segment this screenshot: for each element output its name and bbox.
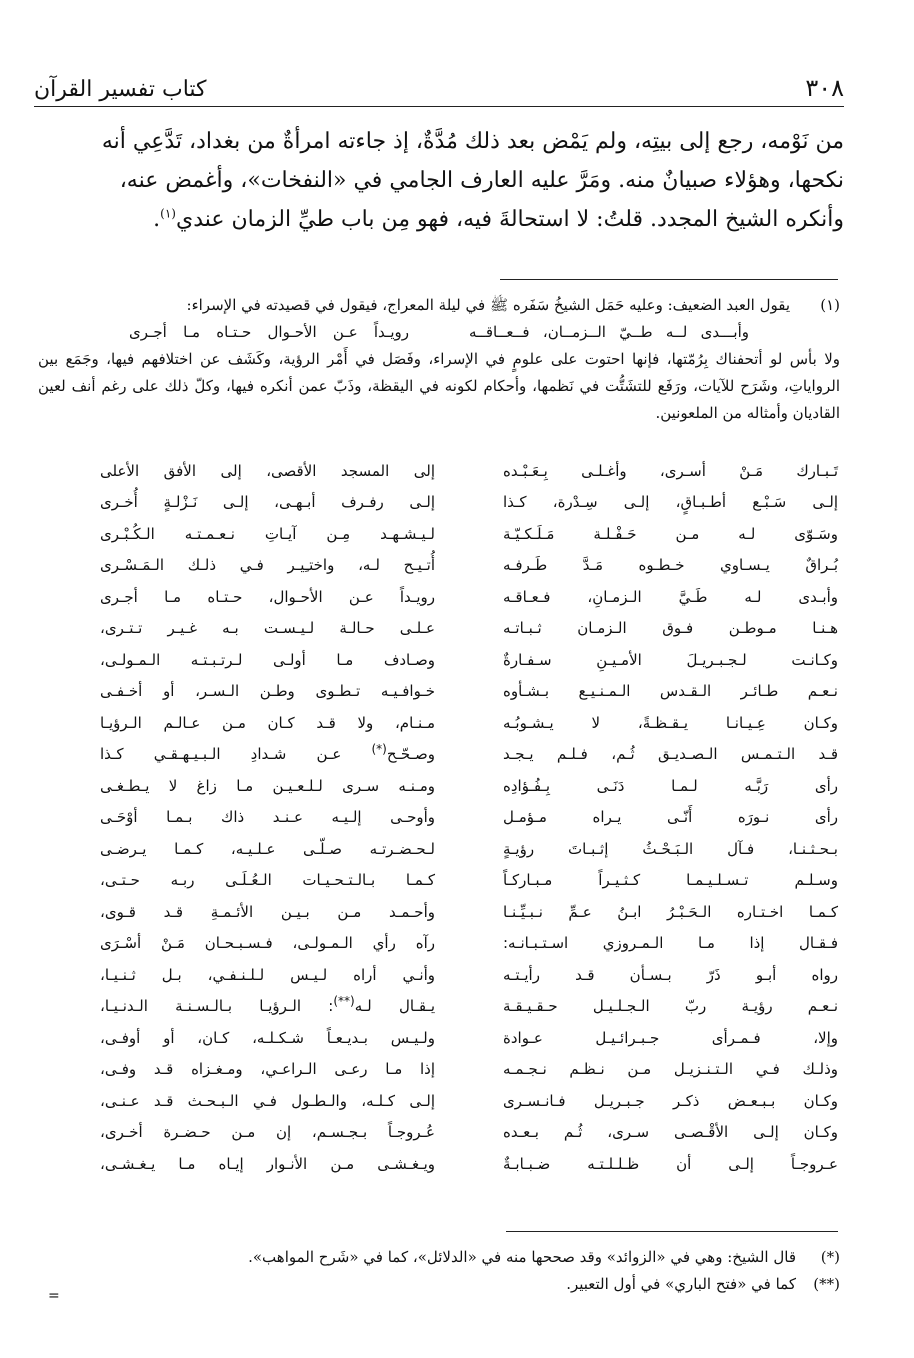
poem-verse: إلـى سَـبْـع أطـبـاقٍ، إلـى سِـدْرة، كـذا إلـى رفـرف أبـهـى، إلـى نَـزْلـةٍ أُخـرى bbox=[100, 493, 838, 512]
poem-verse: بـحـثـنـا، فـآل الـبَـحْـثُ إثـبـاتَ رؤيـةٍ لـحـضـرتـه صـلّـى عـلـيـه، كـمـا يـرضـى bbox=[100, 839, 838, 858]
poem-verse: عـروجـاً إلـى أن ظـلـلـتـه ضـبـابـةٌ ويـغـشـى مـن الأنـوار إيـاه مـا يـغـشـى، bbox=[100, 1154, 838, 1173]
header-divider bbox=[34, 106, 844, 107]
star-note bbox=[38, 1271, 840, 1298]
poem bbox=[100, 455, 838, 1180]
main-text-line: من نَوْمه، رجع إلى بيتِه، ولم يَمْض بعد ذلك مُدَّةٌ، إذ جاءته امرأةٌ من بغداد، تَدَّعِي أنه bbox=[101, 129, 844, 154]
verse-first-hemistich: وأبـــدى لــه طــيّ الــزمــان، فــعــاقــه bbox=[469, 323, 749, 341]
quoted-verse bbox=[38, 319, 840, 346]
poem-verse: وإلا، فـمـرأى جـبـرائـيـل عـوادة ولـيـس بـديـعـاً شـكـلـه، كـان، أو أوفـى، bbox=[100, 1028, 838, 1047]
poem-verse: قـد الـتـمـس الـصـديـق ثُـم، فـلـم يـجـد وصـحّـح(*) عـن شـدادِ الـبـيـهـقـي كـذا bbox=[100, 742, 838, 764]
footnote-number: (١) bbox=[820, 296, 840, 314]
note-text: قال الشيخ: وهي في «الزوائد» وقد صححها منه في «الدلائل»، كما في «شَرح المواهب». bbox=[248, 1248, 796, 1266]
verse-second-hemistich: رويـداً عـن الأحـوال حـتـاه مـا أجـرى bbox=[129, 323, 409, 341]
running-header bbox=[34, 66, 844, 102]
poem-verse: كـمـا اخـتـاره الـحَـبْـرُ ابـنُ عـمِّ نـبـيِّـنـا وأحـمـد مـن بـيـن الأئـمـةِ قـد قـوى، bbox=[100, 902, 838, 921]
footnote-reference[interactable]: (١) bbox=[160, 206, 176, 221]
poem-verse: وأبـدى لـه طَـيَّ الـزمـانِ، فـعـاقـه رويـداً عـن الأحـوال، حـتـاه مـا أجـرى bbox=[100, 587, 838, 606]
main-text-block bbox=[38, 122, 844, 239]
star-note bbox=[38, 1244, 840, 1271]
poem-verse: رواه أبـو ذَرّ بـسـأن قـد رأيـتـه وأنـي أراه لـيـس لـلـنـفـي، بـل ثـنـيـا، bbox=[100, 965, 838, 984]
poem-verse: رأى نـورَه أَنّـى يـراه مـؤمـل وأوحـى إلـيـه عـنـد ذاك بـمـا أوْحَـى bbox=[100, 808, 838, 827]
footnote-divider bbox=[500, 279, 838, 280]
main-text-line: وأنكره الشيخ المجدد. قلتُ: لا استحالةَ فيه، فهو مِن باب طيِّ الزمان عندي$^{(١)}$. bbox=[153, 206, 844, 232]
note-text: كما في «فتح الباري» في أول التعبير. bbox=[566, 1275, 796, 1293]
main-text-line: نكحها، وهؤلاء صبيانٌ منه. ومَرَّ عليه العارف الجامي في «النفخات»، وأغمض عنه، bbox=[119, 168, 844, 193]
poem-verse: تَـبـارك مَـنْ أسـرى، وأغـلـى بِـعَـبْـده إلى المسجد الأقصى، إلى الأفق الأعلى bbox=[100, 461, 838, 480]
footnote-reference-double-star[interactable]: (**) bbox=[333, 994, 355, 1009]
continuation-mark: = bbox=[48, 1288, 60, 1304]
poem-verse: وكـان بـبـعـض ذكـر جـبـريـل فـانـسـرى إلـى كـلـه، والـطـول فـي الـبـحـث قـد عـنـى، bbox=[100, 1091, 838, 1110]
poem-verse: نـعـم طـائـر الـقـدس الـمـنـيـع بـشـأوه خـوافـيـه تـطـوى وطـن الـسـر، أو أخـفـى bbox=[100, 682, 838, 701]
note-mark: (**) bbox=[813, 1275, 840, 1293]
poem-verse: نـعـم رؤيـة ربّ الـجـلـيـل حـقـيـقـة يـقـال لـه(**): الـرؤيـا بـالـسـنـة الـدنـيـا، bbox=[100, 994, 838, 1016]
poem-verse: وكـان إلـى الأقْـصـى سـرى، ثُـم بـعـده عُـروجـاً بـجـسـم، إن مـن حـضـرة أخـرى، bbox=[100, 1123, 838, 1142]
poem-verse: وسـلـم تـسـلـيـمـا كـثـيـراً مـبـاركـاً كـمـا بـالـتـحـيـات الـعُـلَـى ربـه حـتـى، bbox=[100, 871, 838, 890]
notes-divider bbox=[506, 1231, 838, 1232]
poem-verse: فـقـال إذا مـا الـمـروزي اسـتـبـانـه: رآه رأي الـمـولـى، فـسـبـحـان مَـنْ أسْـرَى bbox=[100, 934, 838, 953]
footnote-paragraph: ولا بأس لو أتحفناك بِرُمّتها، فإنها احتوت على علومٍ في الإسراء، وفَصَل في أَمْر الرؤية، وكَشَف عن اختلافهم فيها، وجَمَع بين الرواياتِ، وشَرَح للآيات، ورَفَع للتشَتُّت في نَظمها، وأحكام لكونه في اليقظة، وذَبّ عمن أنكره فيها، وكلّ ذلك على رغم أنف لعين القاديان وأمثاله من الملعونين. bbox=[38, 350, 840, 422]
poem-verse: هـنـا مـوطـن فـوق الـزمـان ثـبـاتـه عـلـى حـالـة لـيـسـت بـه غـيـر تـتـرى، bbox=[100, 619, 838, 638]
star-notes bbox=[38, 1244, 840, 1298]
page-number: ٣٠٨ bbox=[805, 74, 844, 102]
poem-verse: وذلـك فـي الـتـنـزيـل مـن نـظـم نـجـمـه إذا مـا رعـى الـراعـي، ومـغـزاه قـد وفـى، bbox=[100, 1060, 838, 1079]
book-title: كتاب تفسير القرآن bbox=[34, 77, 207, 102]
poem-verse: وسَـوّى لـه مـن حَـفْـلـة مَـلَـكـيّـة لـيـشـهـد مِـن آيـاتِ نـعـمـتـه الـكُـبْـرى bbox=[100, 524, 838, 543]
note-mark: (*) bbox=[820, 1248, 840, 1266]
poem-verse: وكـانـت لـجـبـريـلَ الأمـيـنِ سـفـارةٌ وصـادف مـا أولـى لـرتـبـتـه الـمـولـى، bbox=[100, 650, 838, 669]
poem-verse: رأى رَبَّـه لـمـا دَنَـى بِـفُـؤادِه ومـنـه سـرى لـلـعـيـن مـا زاغ لا يـطـغـى bbox=[100, 776, 838, 795]
footnote-reference-star[interactable]: (*) bbox=[371, 742, 387, 757]
poem-verse: وكـان عِـيـانـا يـقـظـةً، لا يـشـوبُـه مـنـام، ولا قـد كـان مـن عـالـم الـرؤيـا bbox=[100, 713, 838, 732]
footnote-intro: يقول العبد الضعيف: وعليه حَمَل الشيخُ سَفَره ﷺ في ليلة المعراج، فيقول في قصيدته في الإسراء: bbox=[186, 296, 790, 314]
footnote-1 bbox=[38, 292, 840, 427]
poem-verse: بُـراقٌ يـسـاوي خـطـوه مَـدَّ طَـرفـه أُتـيـح لـه، واختـِيـر فـي ذلـك الـمَـسْـرى bbox=[100, 556, 838, 575]
